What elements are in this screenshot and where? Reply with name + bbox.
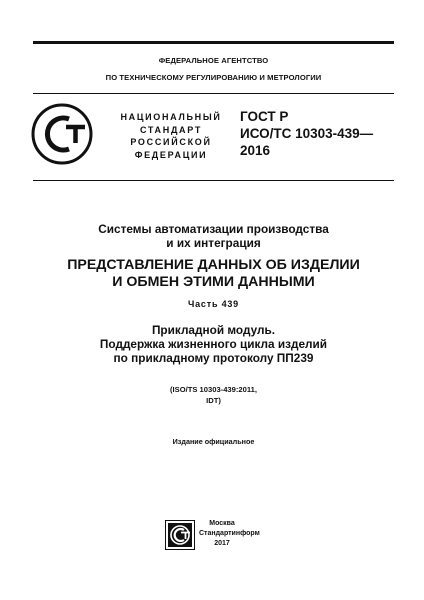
designation-line: ГОСТ Р [240, 109, 289, 124]
standartinform-logo-icon [165, 520, 195, 550]
main-title-line: ПРЕДСТАВЛЕНИЕ ДАННЫХ ОБ ИЗДЕЛИИ [67, 257, 360, 273]
subtitle-line: Прикладной модуль. [151, 323, 276, 337]
national-standard-line: СТАНДАРТ [139, 124, 203, 135]
main-title-line: И ОБМЕН ЭТИМИ ДАННЫМИ [112, 274, 315, 290]
designation-line: 2016 [240, 143, 271, 158]
publisher-name: Стандартинформ [199, 530, 260, 537]
subtitle [33, 323, 394, 365]
agency-name-line-2: ПО ТЕХНИЧЕСКОМУ РЕГУЛИРОВАНИЮ И МЕТРОЛОГИИ [105, 73, 322, 82]
standard-designation [240, 108, 373, 159]
subtitle-line: Поддержка жизненного цикла изделий [99, 337, 328, 351]
gost-r-mark-icon [31, 103, 93, 165]
iso-reference [33, 384, 394, 406]
subtitle-line: по прикладному протоколу ПП239 [113, 351, 314, 365]
agency-name-line-1: ФЕДЕРАЛЬНОЕ АГЕНТСТВО [158, 56, 269, 65]
publisher-city: Москва [209, 520, 235, 527]
designation-line: ИСО/ТС 10303-439— [240, 126, 374, 141]
publisher-year: 2017 [214, 540, 230, 547]
edition-label: Издание официальное [172, 437, 255, 446]
top-rule [33, 41, 394, 44]
publisher-info [199, 519, 260, 549]
header-bottom-rule [33, 180, 394, 181]
national-standard-label [116, 111, 226, 161]
series-title-line: Системы автоматизации производства [98, 222, 329, 236]
series-title-line: и их интеграция [166, 236, 261, 250]
national-standard-line: РОССИЙСКОЙ [130, 137, 212, 147]
main-title [33, 257, 394, 291]
part-number: Часть 439 [188, 299, 239, 309]
header-divider [33, 93, 394, 94]
iso-reference-line: IDT) [206, 396, 221, 405]
series-title [33, 222, 394, 250]
national-standard-line: НАЦИОНАЛЬНЫЙ [120, 112, 222, 122]
iso-reference-line: (ISO/TS 10303-439:2011, [170, 385, 257, 394]
national-standard-line: ФЕДЕРАЦИИ [134, 149, 208, 160]
